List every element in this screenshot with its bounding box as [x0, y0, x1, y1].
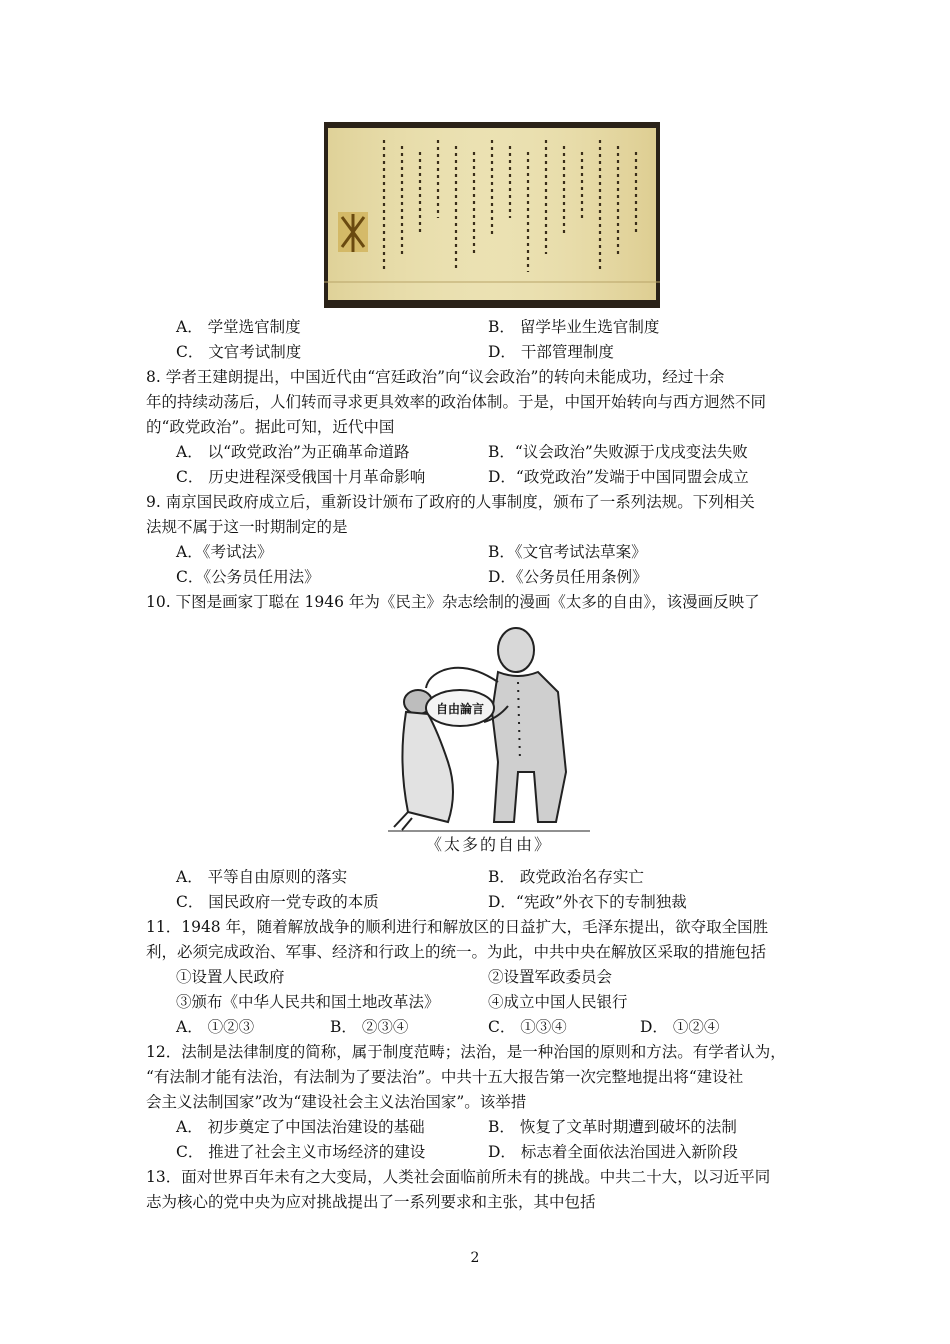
q10-option-b: B． 政党政治名存实亡 [488, 868, 644, 886]
q11-option-b: B． ②③④ [330, 1018, 409, 1036]
historical-document-image [324, 122, 660, 308]
q10-line-1: 10. 下图是画家丁聪在 1946 年为《民主》杂志绘制的漫画《太多的自由》，该漫画反映了 [146, 593, 760, 611]
q8-option-c: C． 历史进程深受俄国十月革命影响 [176, 468, 426, 486]
q10-option-c: C． 国民政府一党专政的本质 [176, 893, 379, 911]
q12-line-1: 12．法制是法律制度的简称，属于制度范畴；法治，是一种治国的原则和方法。有学者认为， [146, 1043, 786, 1061]
q8-option-a: A． 以“政党政治”为正确革命道路 [176, 443, 410, 461]
q11-line-1: 11．1948 年，随着解放战争的顺利进行和解放区的日益扩大，毛泽东提出，欲夺取全国胜 [146, 918, 769, 936]
page-number: 2 [470, 1250, 480, 1266]
q13-line-2: 志为核心的党中央为应对挑战提出了一系列要求和主张，其中包括 [146, 1193, 596, 1211]
q12-option-b: B． 恢复了文革时期遭到破坏的法制 [488, 1118, 737, 1136]
q12-line-2: “有法制才能有法治，有法制为了要法治”。中共十五大报告第一次完整地提出将“建设社 [146, 1068, 744, 1086]
q9-option-b: B．《文官考试法草案》 [488, 543, 647, 561]
q10-option-d: D．“宪政”外衣下的专制独裁 [488, 893, 687, 911]
q7-option-b: B． 留学毕业生选官制度 [488, 318, 660, 336]
q9-line-1: 9. 南京国民政府成立后，重新设计颁布了政府的人事制度，颁布了一系列法规。下列相关 [146, 493, 755, 511]
q7-option-a: A． 学堂选官制度 [176, 318, 301, 336]
q8-line-1: 8. 学者王建朗提出，中国近代由“宫廷政治”向“议会政治”的转向未能成功，经过十余 [146, 368, 725, 386]
q13-line-1: 13．面对世界百年未有之大变局，人类社会面临前所未有的挑战。中共二十大，以习近平同 [146, 1168, 771, 1186]
q12-line-3: 会主义法制国家”改为“建设社会主义法治国家”。该举措 [146, 1093, 527, 1111]
q12-option-a: A． 初步奠定了中国法治建设的基础 [176, 1118, 425, 1136]
q12-option-c: C． 推进了社会主义市场经济的建设 [176, 1143, 426, 1161]
q11-item-1: ①设置人民政府 [176, 968, 285, 986]
q10-option-a: A． 平等自由原则的落实 [176, 868, 348, 886]
q9-option-d: D．《公务员任用条例》 [488, 568, 648, 586]
q9-option-a: A．《考试法》 [176, 543, 273, 561]
q11-item-4: ④成立中国人民银行 [488, 993, 628, 1011]
q11-option-a: A． ①②③ [176, 1018, 255, 1036]
q11-option-c: C． ①③④ [488, 1018, 567, 1036]
q11-option-d: D． ①②④ [640, 1018, 720, 1036]
q7-option-d: D． 干部管理制度 [488, 343, 614, 361]
q8-line-2: 年的持续动荡后，人们转而寻求更具效率的政治体制。于是，中国开始转向与西方迥然不同 [146, 393, 767, 411]
q12-option-d: D． 标志着全面依法治国进入新阶段 [488, 1143, 738, 1161]
q8-option-b: B．“议会政治”失败源于戊戌变法失败 [488, 443, 748, 461]
q11-item-2: ②设置军政委员会 [488, 968, 613, 986]
cartoon-too-much-freedom [388, 622, 590, 832]
q11-line-2: 利，必须完成政治、军事、经济和行政上的统一。为此，中共中央在解放区采取的措施包括 [146, 943, 767, 961]
q8-option-d: D．“政党政治”发端于中国同盟会成立 [488, 468, 749, 486]
q11-item-3: ③颁布《中华人民共和国土地改革法》 [176, 993, 440, 1011]
q9-line-2: 法规不属于这一时期制定的是 [146, 518, 348, 536]
q8-line-3: 的“政党政治”。据此可知，近代中国 [146, 418, 395, 436]
q7-option-c: C． 文官考试制度 [176, 343, 302, 361]
cartoon-caption: 《太多的自由》 [425, 835, 552, 854]
q9-option-c: C．《公务员任用法》 [176, 568, 320, 586]
cartoon-bag-label: 自由論言 [435, 702, 485, 716]
